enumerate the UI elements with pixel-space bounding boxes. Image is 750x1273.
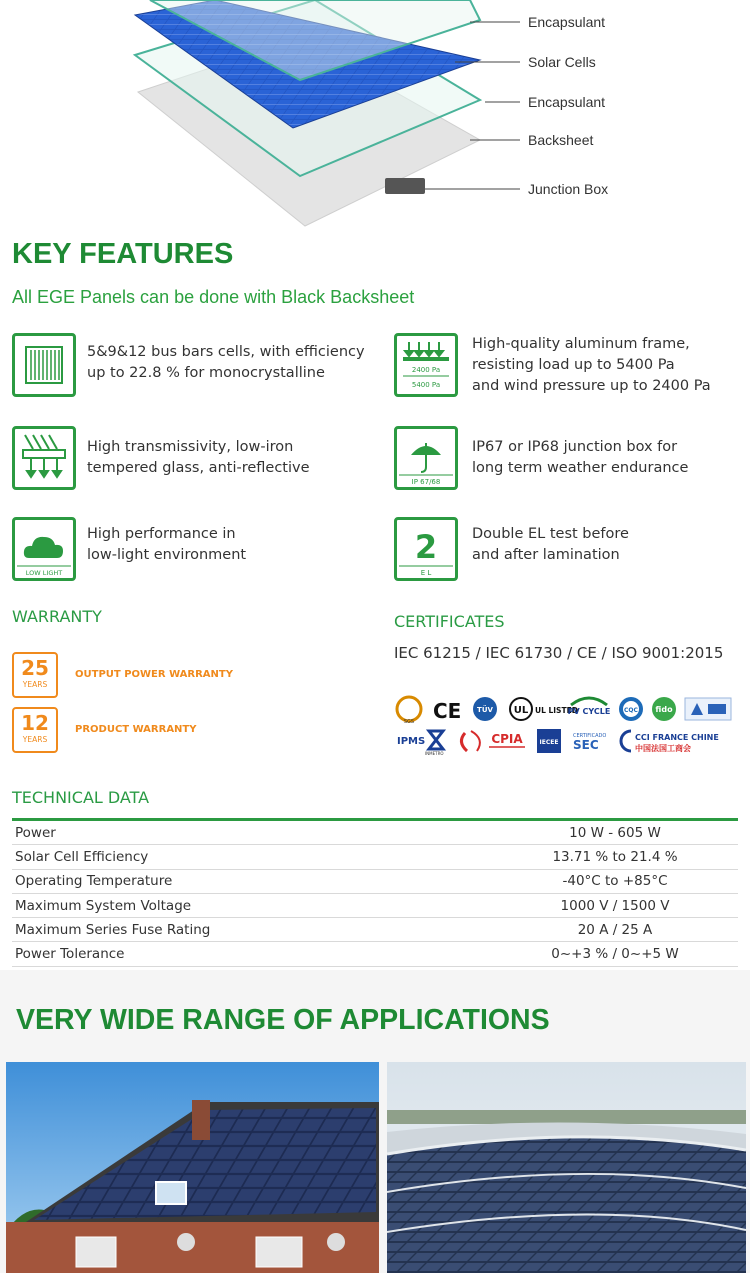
svg-text:CQC: CQC (624, 707, 638, 714)
residential-roof-photo (6, 1062, 379, 1273)
cpia-logo (461, 731, 525, 751)
certification-logos (395, 695, 740, 757)
warranty-years-number: 12 (21, 711, 49, 735)
svg-text:IPMS: IPMS (397, 736, 426, 747)
feature-junction-box-text (472, 437, 688, 479)
icon-text-ip6768: IP 67/68 (411, 478, 441, 486)
certificate-standards: IEC 61215 / IEC 61730 / CE / ISO 9001:2015 (394, 644, 724, 662)
table-row (12, 942, 738, 966)
sec-logo (573, 733, 606, 752)
spec-value: 13.71 % to 21.4 % (552, 848, 678, 865)
table-row (12, 894, 738, 918)
junction-box-shape (385, 178, 425, 194)
feature-line: High-quality aluminum frame, (472, 336, 690, 352)
aluminum-frame-load-icon (394, 333, 458, 397)
cci-france-chine-logo (621, 731, 719, 753)
svg-text:SEC: SEC (573, 738, 599, 752)
feature-line: 5&9&12 bus bars cells, with efficiency (87, 344, 365, 360)
feature-low-light-text (87, 524, 246, 566)
feature-tempered-glass-text (87, 437, 310, 479)
feature-line: High performance in (87, 526, 236, 542)
technical-data-title: TECHNICAL DATA (12, 788, 150, 807)
spec-value: 10 W - 605 W (569, 824, 661, 841)
svg-text:PV CYCLE: PV CYCLE (567, 707, 611, 716)
layer-label-encapsulant-top: Encapsulant (528, 14, 606, 30)
warranty-title: WARRANTY (12, 607, 102, 626)
icon-text-low-light: LOW LIGHT (25, 569, 63, 577)
double-el-test-icon (394, 517, 458, 581)
fido-logo (652, 697, 676, 721)
spec-value: 0~+3 % / 0~+5 W (551, 946, 679, 963)
icon-text-2: 2 (414, 528, 438, 566)
layer-label-encapsulant-bottom: Encapsulant (528, 94, 606, 110)
spec-name: Power Tolerance (15, 946, 125, 963)
certificates-title: CERTIFICATES (394, 612, 505, 631)
warranty-years-number: 25 (21, 656, 49, 680)
spec-name: Maximum Series Fuse Rating (15, 921, 211, 938)
svg-text:中国法国工商会: 中国法国工商会 (635, 744, 691, 753)
spec-value: 1000 V / 1500 V (560, 897, 670, 914)
warranty-years-unit: YEARS (22, 735, 48, 744)
key-features-subtitle: All EGE Panels can be done with Black Backsheet (12, 287, 415, 307)
warranty-12-years-badge (12, 707, 58, 753)
svg-text:UL LISTED: UL LISTED (535, 706, 578, 715)
icon-text-5400: 5400 Pa (411, 381, 441, 389)
feature-line: Double EL test before (472, 526, 629, 542)
sgs-logo (397, 697, 421, 725)
icon-text-2400: 2400 Pa (411, 366, 441, 374)
cert-badge-logo (685, 698, 731, 720)
feature-line: up to 22.8 % for monocrystalline (87, 365, 325, 381)
solar-panel-layers-diagram (0, 0, 750, 230)
svg-text:CCI FRANCE CHINE: CCI FRANCE CHINE (635, 733, 719, 742)
spec-value: -40°C to +85°C (562, 873, 668, 890)
svg-text:INMETRO: INMETRO (425, 751, 444, 756)
feature-line: and after lamination (472, 547, 620, 563)
feature-line: and wind pressure up to 2400 Pa (472, 378, 711, 394)
feature-bus-bars-text (87, 342, 365, 384)
svg-text:IECEE: IECEE (539, 739, 559, 746)
bus-bar-cells-icon (12, 333, 76, 397)
feature-line: long term weather endurance (472, 460, 689, 476)
svg-text:UL: UL (513, 705, 529, 716)
feature-line: IP67 or IP68 junction box for (472, 439, 678, 455)
svg-text:SGS: SGS (403, 719, 415, 725)
svg-text:CERTIFICADO: CERTIFICADO (573, 733, 607, 739)
spec-name: Solar Cell Efficiency (15, 848, 149, 865)
spec-name: Power (15, 824, 56, 841)
feature-line: resisting load up to 5400 Pa (472, 357, 675, 373)
technical-data-table (12, 818, 738, 967)
feature-aluminum-frame-text (472, 334, 711, 397)
low-light-cloud-icon (12, 517, 76, 581)
tempered-glass-icon (12, 426, 76, 490)
applications-title: VERY WIDE RANGE OF APPLICATIONS (16, 1004, 550, 1036)
ce-logo: CE (433, 699, 462, 723)
icon-text-el: E L (420, 569, 432, 577)
svg-text:CPIA: CPIA (491, 732, 523, 746)
feature-line: High transmissivity, low-iron (87, 439, 294, 455)
warranty-years-unit: YEARS (22, 680, 48, 689)
layer-label-backsheet: Backsheet (528, 132, 594, 148)
feature-el-test-text (472, 524, 629, 566)
feature-line: low-light environment (87, 547, 247, 563)
spec-value: 20 A / 25 A (577, 921, 653, 938)
svg-text:fido: fido (655, 705, 673, 714)
umbrella-junction-box-icon (394, 426, 458, 490)
table-row (12, 821, 738, 845)
key-features-title: KEY FEATURES (12, 238, 234, 270)
tuv-logo (473, 697, 497, 721)
layer-label-solar-cells: Solar Cells (528, 54, 596, 70)
product-warranty-label: PRODUCT WARRANTY (75, 724, 197, 735)
cqc-logo (619, 697, 643, 721)
pv-cycle-logo (568, 698, 611, 716)
warranty-25-years-badge (12, 652, 58, 698)
layer-label-junction-box: Junction Box (528, 181, 609, 197)
table-row (12, 918, 738, 942)
output-power-warranty-label: OUTPUT POWER WARRANTY (75, 669, 233, 680)
commercial-roof-photo (387, 1062, 746, 1273)
panel-exploded-view (0, 0, 750, 230)
inmetro-logo (397, 731, 444, 756)
svg-text:TÜV: TÜV (477, 706, 493, 714)
feature-line: tempered glass, anti-reflective (87, 460, 310, 476)
table-row (12, 870, 738, 894)
iecee-logo (537, 729, 561, 753)
spec-name: Maximum System Voltage (15, 897, 192, 914)
table-row (12, 845, 738, 869)
spec-name: Operating Temperature (15, 873, 173, 890)
